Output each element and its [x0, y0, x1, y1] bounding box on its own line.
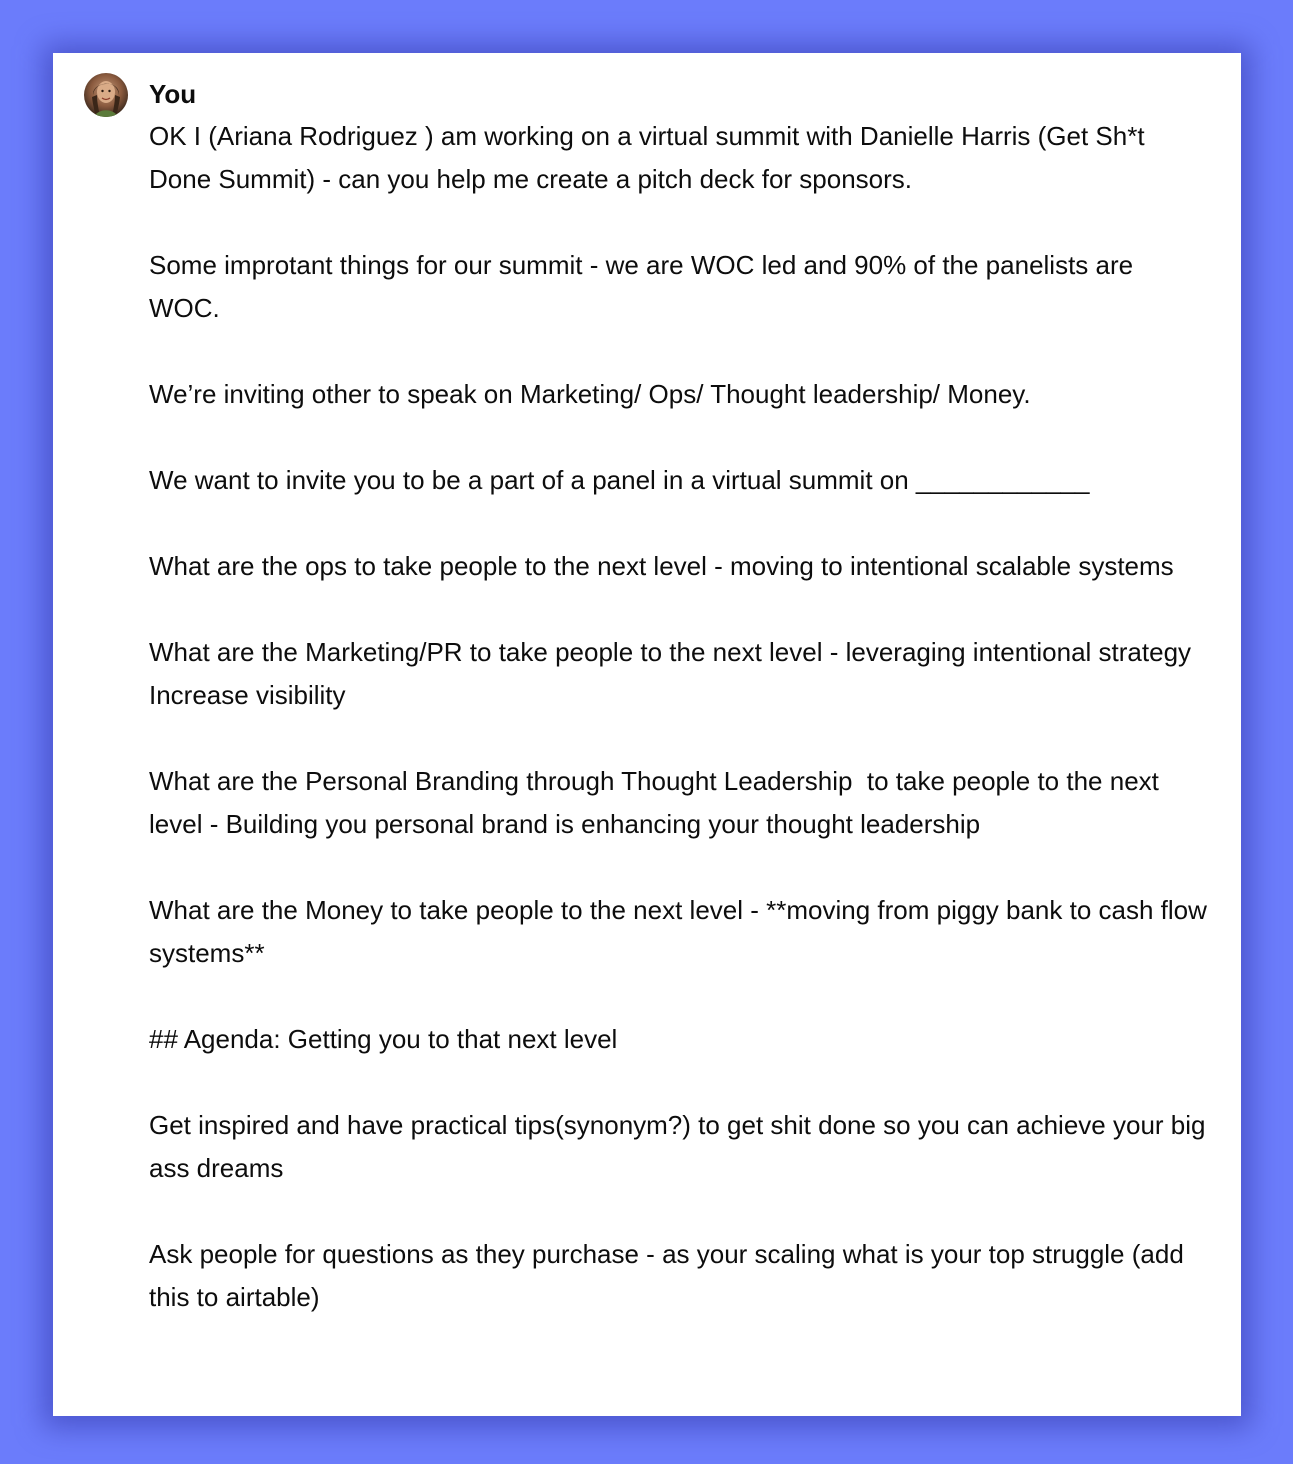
message-paragraph: Get inspired and have practical tips(synonym?) to get shit done so you can achieve your big ass dreams	[149, 1110, 1213, 1183]
message-paragraph: Ask people for questions as they purchase - as your scaling what is your top struggle (add this to airtable)	[149, 1239, 1192, 1312]
user-avatar[interactable]	[84, 73, 128, 117]
message-paragraph: ## Agenda: Getting you to that next level	[149, 1024, 618, 1054]
message-paragraph: What are the Personal Branding through Thought Leadership to take people to the next level - Building you personal brand is enhancing your thought leadership	[149, 766, 1167, 839]
message-body[interactable]	[149, 115, 1215, 1319]
message-paragraph: What are the Marketing/PR to take people to the next level - leveraging intentional strategy Increase visibility	[149, 637, 1199, 710]
avatar-photo-icon	[84, 73, 128, 117]
message-paragraph: What are the ops to take people to the next level - moving to intentional scalable systems	[149, 551, 1174, 581]
message-paragraph: OK I (Ariana Rodriguez ) am working on a virtual summit with Danielle Harris (Get Sh*t Done Summit) - can you help me create a pitch deck for sponsors.	[149, 121, 1152, 194]
message-paragraph: We’re inviting other to speak on Marketing/ Ops/ Thought leadership/ Money.	[149, 379, 1031, 409]
message-paragraph: Some improtant things for our summit - we are WOC led and 90% of the panelists are WOC.	[149, 250, 1141, 323]
message-paragraph: We want to invite you to be a part of a panel in a virtual summit on ____________	[149, 465, 1090, 495]
chat-message-card	[53, 53, 1241, 1416]
message-paragraph: What are the Money to take people to the next level - **moving from piggy bank to cash flow systems**	[149, 895, 1215, 968]
message-author: You	[149, 79, 197, 109]
